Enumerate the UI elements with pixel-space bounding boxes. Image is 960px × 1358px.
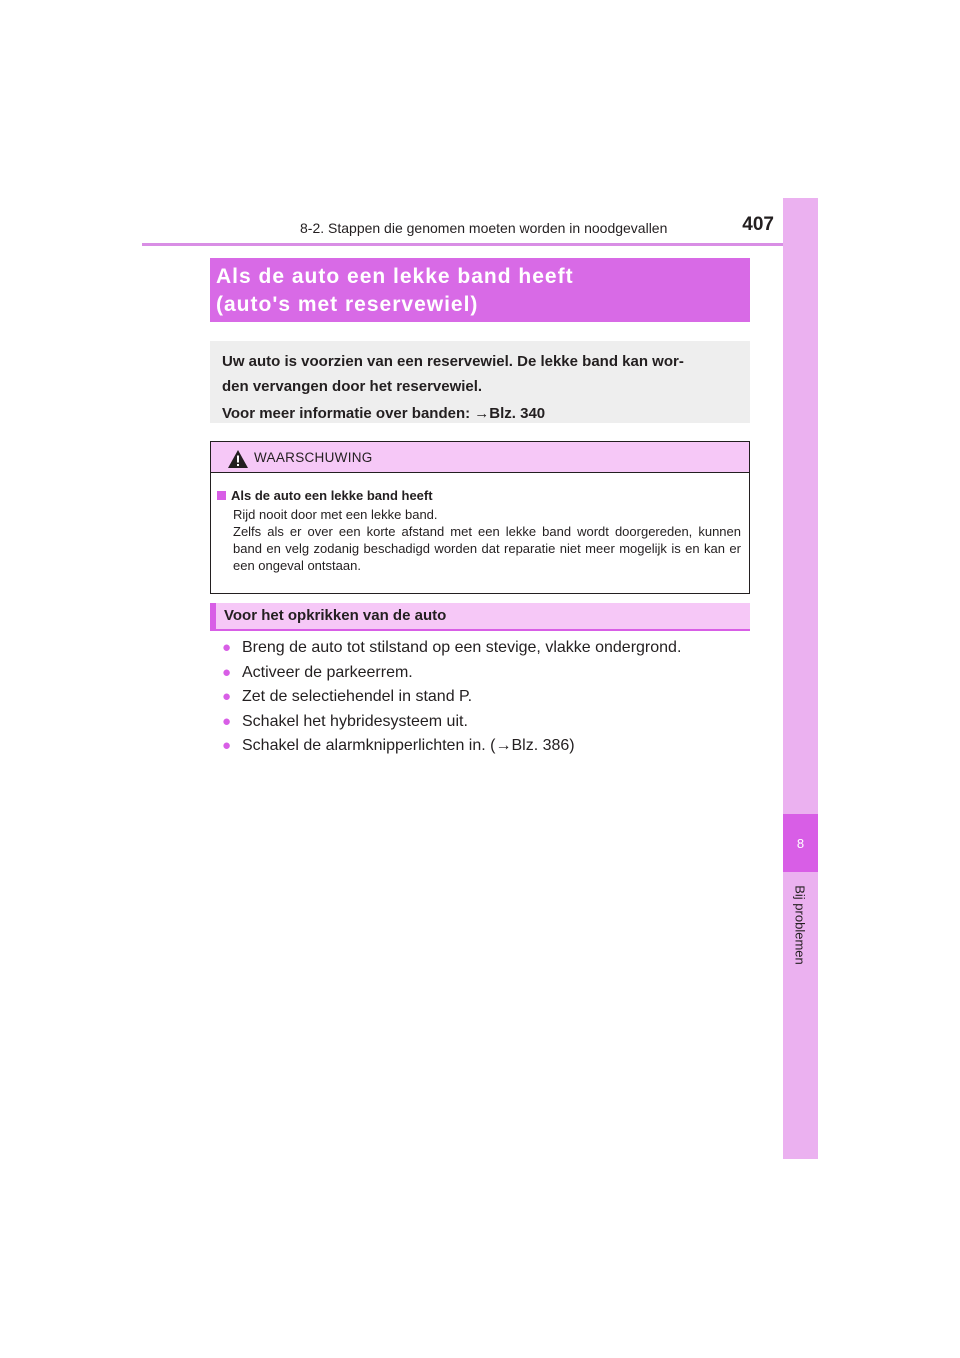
chapter-number: 8 [796,835,805,851]
list-item-text: Schakel het hybridesysteem uit. [242,712,468,730]
bullet-list [222,636,742,759]
side-tab-chapter-number [783,814,818,872]
list-item [222,661,742,686]
side-tab [783,198,818,1159]
bullet-dot-icon: ● [222,737,232,754]
section-title [210,258,750,322]
section-title-line1: Als de auto een lekke band heeft [216,265,574,288]
bullet-dot-icon: ● [222,688,232,705]
warning-text2: Zelfs als er over een korte afstand met een lekke band wordt doorgereden, kunnen band en velg zodanig beschadigd worden dat reparatie niet meer mogelijk is en kan er een ongeval ontstaan. [233,524,741,573]
intro-line1: Uw auto is voorzien van een reservewiel. De lekke band kan wor- [222,353,684,370]
square-bullet-icon [217,491,226,500]
bullet-dot-icon: ● [222,639,232,656]
warning-subtitle [217,487,741,504]
warning-label: WAARSCHUWING [254,450,373,465]
list-item [222,636,742,661]
header-rule [142,243,818,246]
intro-line2: den vervangen door het reservewiel. [222,378,483,395]
list-item-text: Schakel de alarmknipperlichten in. (→Blz. 386) [242,737,575,754]
list-item [222,685,742,710]
intro-box [210,341,750,423]
warning-subtitle-text: Als de auto een lekke band heeft [231,488,433,503]
page-number: 407 [742,214,774,235]
list-item [222,734,742,759]
subsection-bar [210,603,216,629]
list-item-text: Breng de auto tot stilstand op een stevige, vlakke ondergrond. [242,639,682,656]
header-chapter-title: 8-2. Stappen die genomen moeten worden in noodgevallen [300,220,668,236]
warning-box [210,441,750,594]
section-title-line2: (auto's met reservewiel) [216,293,479,316]
side-tab-label: Bij problemen [792,885,808,965]
bullet-dot-icon: ● [222,712,232,730]
bullet-dot-icon: ● [222,663,232,681]
warning-triangle-icon [227,449,249,469]
subsection-header [210,603,750,631]
list-item-text: Activeer de parkeerrem. [242,663,413,681]
warning-header [211,442,749,473]
list-item-text: Zet de selectiehendel in stand P. [242,688,473,705]
subsection-title: Voor het opkrikken van de auto [224,607,447,624]
warning-text [233,506,741,574]
list-item [222,710,742,735]
intro-reference: Voor meer informatie over banden: →Blz. 340 [222,405,546,422]
warning-body [211,473,749,574]
warning-text1: Rijd nooit door met een lekke band. [233,507,438,522]
